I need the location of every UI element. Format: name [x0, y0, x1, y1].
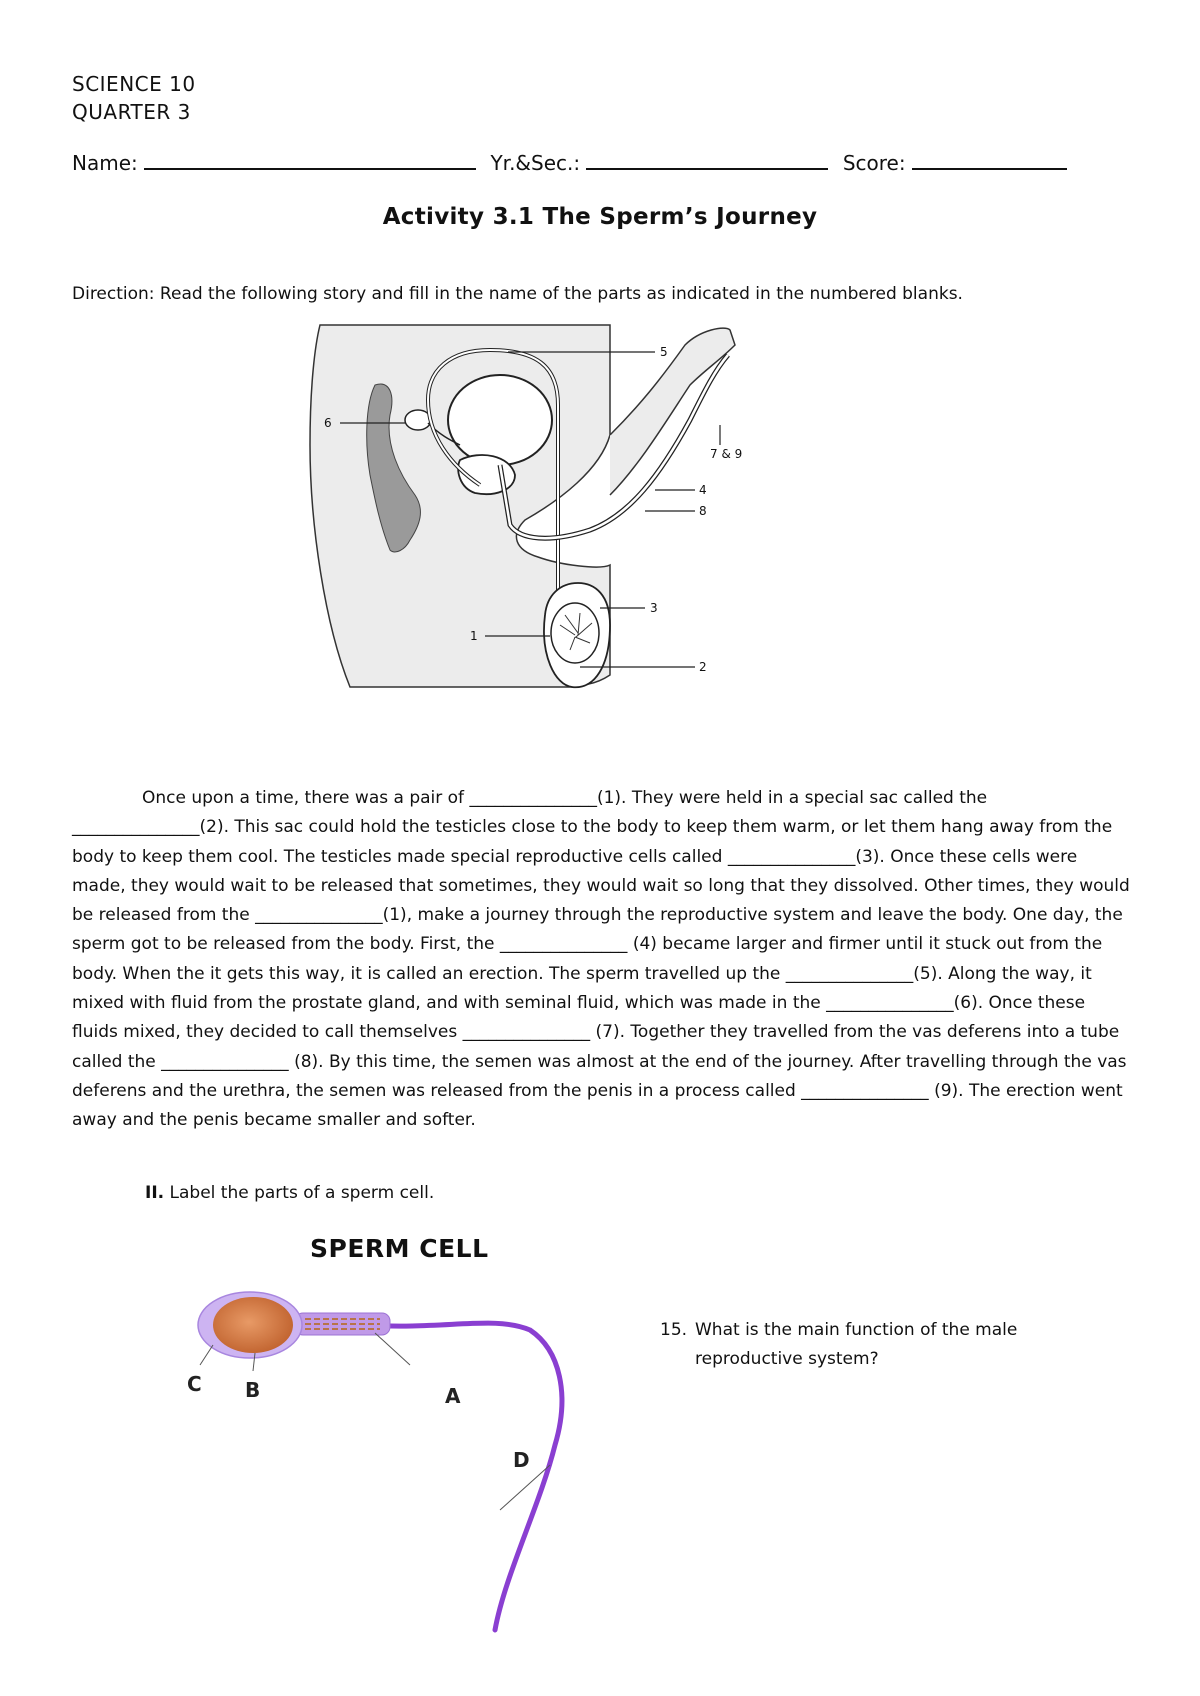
part-two-instruction — [145, 1183, 434, 1203]
part-two-text: Label the parts of a sperm cell. — [164, 1183, 435, 1203]
part-two-numeral: II. — [145, 1183, 165, 1203]
label-5: 5 — [660, 345, 668, 359]
sperm-cell-title: SPERM CELL — [310, 1234, 489, 1263]
sperm-label-c: C — [187, 1372, 202, 1396]
story-paragraph: Once upon a time, there was a pair of _______________(1). They were held in a special sac called the _______________(2). This sac could hold the testicles close to the body to keep them warm, or let them hang away from the body to keep them cool. The testicles made special reproductive cells called _______________(3). Once these cells were made, they would wait to be released that sometimes, they would wait so long that they dissolved. Other times, they would be released from the _______________(1), make a journey through the reproductive system and leave the body. One day, the sperm got to be released from the body. First, the _______________ (4) became larger and firmer until it stuck out from the body. When the it gets this way, it is called an erection. The sperm travelled up the _______________(5). Along the way, it mixed with fluid from the prostate gland, and with seminal fluid, which was made in the _______________(6). Once these fluids mixed, they decided to call themselves _______________ (7). Together they travelled from the vas deferens into a tube called the _______________ (8). By this time, the semen was almost at the end of the journey. After travelling through the vas deferens and the urethra, the semen was released from the penis in a process called _______________ (9). The erection went away and the penis became smaller and softer. — [72, 788, 1130, 1131]
label-2: 2 — [699, 660, 707, 674]
score-label: Score: — [842, 151, 906, 175]
story-passage — [72, 784, 1132, 1136]
label-1: 1 — [470, 629, 478, 643]
leader-c — [200, 1345, 213, 1365]
leader-a — [375, 1333, 410, 1365]
question-number: 15. — [660, 1320, 688, 1340]
yrsec-blank[interactable] — [586, 150, 828, 170]
label-6: 6 — [324, 416, 332, 430]
sperm-cell-diagram — [187, 1285, 655, 1645]
reproductive-system-diagram — [310, 325, 830, 755]
yrsec-label: Yr.&Sec.: — [490, 151, 581, 175]
name-label: Name: — [72, 151, 138, 175]
activity-title: Activity 3.1 The Sperm’s Journey — [382, 204, 818, 230]
subject-heading: SCIENCE 10 — [72, 72, 196, 96]
question-15 — [660, 1316, 1080, 1374]
direction-text: Direction: Read the following story and fill in the name of the parts as indicated in the numbered blanks. — [72, 284, 963, 304]
sperm-label-b: B — [245, 1378, 261, 1402]
label-8: 8 — [699, 504, 707, 518]
name-blank[interactable] — [144, 150, 476, 170]
sperm-nucleus — [213, 1297, 293, 1353]
score-blank[interactable] — [912, 150, 1067, 170]
label-3: 3 — [650, 601, 658, 615]
question-text: What is the main function of the male reproductive system? — [695, 1320, 1018, 1369]
penis-shape — [610, 328, 735, 495]
sperm-tail — [365, 1323, 562, 1630]
testis-shape — [551, 603, 599, 663]
label-7-9: 7 & 9 — [710, 447, 743, 461]
sperm-label-d: D — [513, 1448, 530, 1472]
bladder-shape — [448, 375, 552, 465]
student-info-row — [72, 150, 1075, 175]
sperm-label-a: A — [445, 1384, 461, 1408]
label-4: 4 — [699, 483, 707, 497]
quarter-heading: QUARTER 3 — [72, 100, 191, 124]
